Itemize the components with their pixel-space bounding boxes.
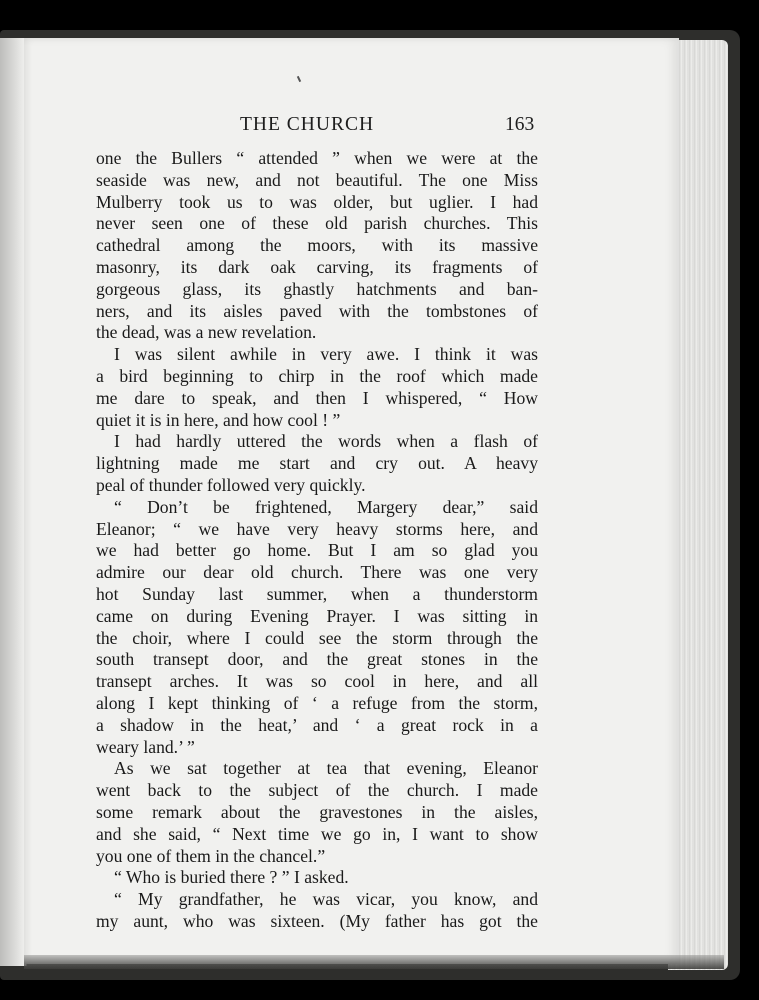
running-title: THE CHURCH <box>240 114 375 135</box>
text-line: a shadow in the heat,’ and ‘ a great rock in a <box>96 714 538 735</box>
text-line: south transept door, and the great stones in the <box>96 649 538 670</box>
text-line: masonry, its dark oak carving, its fragments of <box>96 256 538 277</box>
text-line: some remark about the gravestones in the aisles, <box>96 801 538 822</box>
text-line: As we sat together at tea that evening, Eleanor <box>114 758 538 779</box>
text-line: came on during Evening Prayer. I was sitting in <box>96 605 538 626</box>
text-line: Mulberry took us to was older, but uglier. I had <box>96 191 538 212</box>
text-line: I was silent awhile in very awe. I think it was <box>114 344 538 365</box>
page-number: 163 <box>505 114 535 135</box>
text-line: seaside was new, and not beautiful. The one Miss <box>96 169 538 190</box>
text-line: the dead, was a new revelation. <box>96 322 317 343</box>
text-line: lightning made me start and cry out. A heavy <box>96 453 538 474</box>
body-text <box>96 148 538 933</box>
text-line: “ Don’t be frightened, Margery dear,” said <box>114 496 538 517</box>
text-line: a bird beginning to chirp in the roof which made <box>96 365 538 386</box>
text-line: never seen one of these old parish churches. This <box>96 213 538 234</box>
text-line: peal of thunder followed very quickly. <box>96 474 366 495</box>
text-line: me dare to speak, and then I whispered, “ How <box>96 387 538 408</box>
text-line: cathedral among the moors, with its massive <box>96 235 538 256</box>
text-line: “ My grandfather, he was vicar, you know, and <box>114 889 538 910</box>
text-line: Eleanor; “ we have very heavy storms here, and <box>96 518 538 539</box>
text-line: my aunt, who was sixteen. (My father has got the <box>96 910 538 931</box>
text-line: “ Who is buried there ? ” I asked. <box>114 867 349 888</box>
text-line: and she said, “ Next time we go in, I want to show <box>96 823 538 844</box>
text-line: hot Sunday last summer, when a thunderstorm <box>96 583 538 604</box>
text-line: ners, and its aisles paved with the tombstones of <box>96 300 538 321</box>
page-bottom-shadow <box>24 955 724 969</box>
text-line: along I kept thinking of ‘ a refuge from the storm, <box>96 692 538 713</box>
text-line: I had hardly uttered the words when a flash of <box>114 431 538 452</box>
text-line: went back to the subject of the church. I made <box>96 780 538 801</box>
text-line: admire our dear old church. There was one very <box>96 562 538 583</box>
text-line: weary land.’ ” <box>96 736 195 757</box>
text-line: the choir, where I could see the storm through the <box>96 627 538 648</box>
text-line: quiet it is in here, and how cool ! ” <box>96 409 341 430</box>
text-line: transept arches. It was so cool in here, and all <box>96 671 538 692</box>
text-line: gorgeous glass, its ghastly hatchments and ban- <box>96 278 538 299</box>
text-line: one the Bullers “ attended ” when we were at the <box>96 148 538 168</box>
text-line: we had better go home. But I am so glad you <box>96 540 538 561</box>
text-line: you one of them in the chancel.” <box>96 845 326 866</box>
facing-page-edge <box>0 38 27 966</box>
